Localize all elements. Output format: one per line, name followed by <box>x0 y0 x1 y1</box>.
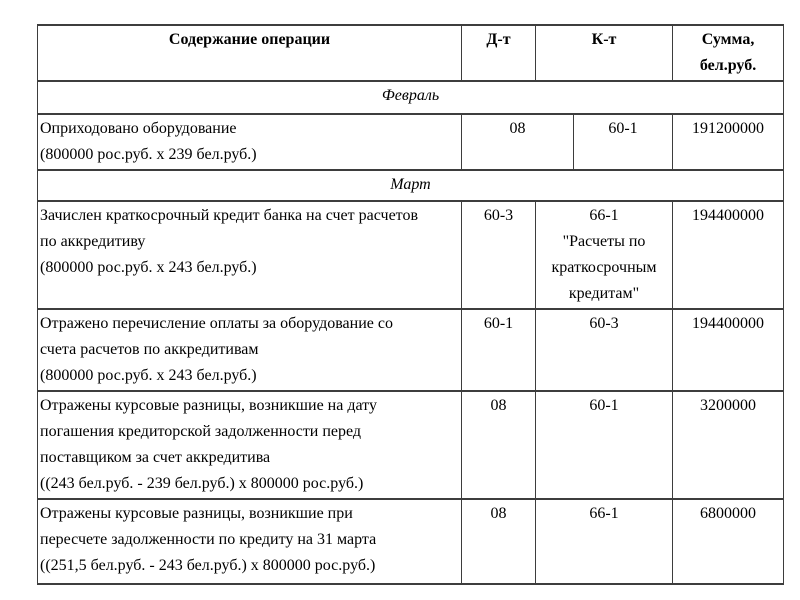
text-line: бел.руб. <box>699 57 757 74</box>
text-line: ((251,5 бел.руб. - 243 бел.руб.) x 800000 рос.руб.) <box>40 557 376 574</box>
amount-cell: 191200000 <box>673 114 784 170</box>
month-label: Февраль <box>38 81 784 114</box>
credit-cell: 60-1 <box>574 114 673 170</box>
amount-cell: 3200000 <box>673 391 784 499</box>
debit-cell: 60-1 <box>462 309 536 391</box>
text-line: Отражены курсовые разницы, возникшие на дату <box>40 397 377 414</box>
table-container <box>37 24 784 585</box>
text-line: 66-1 <box>589 207 619 224</box>
column-header-amount <box>673 25 784 81</box>
table-row <box>38 201 784 309</box>
text-line: Оприходовано оборудование <box>40 120 237 137</box>
amount-cell: 194400000 <box>673 201 784 309</box>
text-line: ((243 бел.руб. - 239 бел.руб.) x 800000 рос.руб.) <box>40 475 364 492</box>
debit-cell: 08 <box>462 499 536 584</box>
amount-cell: 6800000 <box>673 499 784 584</box>
debit-cell: 60-3 <box>462 201 536 309</box>
credit-cell: 60-1 <box>536 391 673 499</box>
debit-cell: 08 <box>462 114 574 170</box>
text-line: "Расчеты по <box>562 233 646 250</box>
credit-cell: 60-3 <box>536 309 673 391</box>
debit-cell: 08 <box>462 391 536 499</box>
operation-cell <box>38 309 462 391</box>
column-header-credit: К-т <box>536 25 673 81</box>
text-line: поставщиком за счет аккредитива <box>40 449 271 466</box>
text-line: по аккредитиву <box>40 233 146 250</box>
month-row <box>38 170 784 201</box>
text-line: Зачислен краткосрочный кредит банка на счет расчетов <box>40 207 419 224</box>
column-header-debit: Д-т <box>462 25 536 81</box>
table-header-row <box>38 25 784 81</box>
credit-cell: 66-1 <box>536 499 673 584</box>
text-line: Сумма, <box>701 31 755 48</box>
table-row <box>38 114 784 170</box>
operation-cell <box>38 114 462 170</box>
text-line: (800000 рос.руб. x 239 бел.руб.) <box>40 146 257 163</box>
text-line: (800000 рос.руб. x 243 бел.руб.) <box>40 367 257 384</box>
accounting-entries-table <box>37 24 784 585</box>
text-line: Отражено перечисление оплаты за оборудование со <box>40 315 393 332</box>
text-line: (800000 рос.руб. x 243 бел.руб.) <box>40 259 257 276</box>
credit-cell <box>536 201 673 309</box>
table-row <box>38 499 784 584</box>
amount-cell: 194400000 <box>673 309 784 391</box>
table-row <box>38 391 784 499</box>
operation-cell <box>38 201 462 309</box>
text-line: Отражены курсовые разницы, возникшие при <box>40 505 353 522</box>
operation-cell <box>38 391 462 499</box>
text-line: счета расчетов по аккредитивам <box>40 341 259 358</box>
month-row <box>38 81 784 114</box>
text-line: краткосрочным <box>551 259 657 276</box>
month-label: Март <box>38 170 784 201</box>
table-row <box>38 309 784 391</box>
text-line: погашения кредиторской задолженности перед <box>40 423 362 440</box>
column-header-operation: Содержание операции <box>38 25 462 81</box>
text-line: пересчете задолженности по кредиту на 31 марта <box>40 531 377 548</box>
text-line: кредитам" <box>568 285 640 302</box>
operation-cell <box>38 499 462 584</box>
